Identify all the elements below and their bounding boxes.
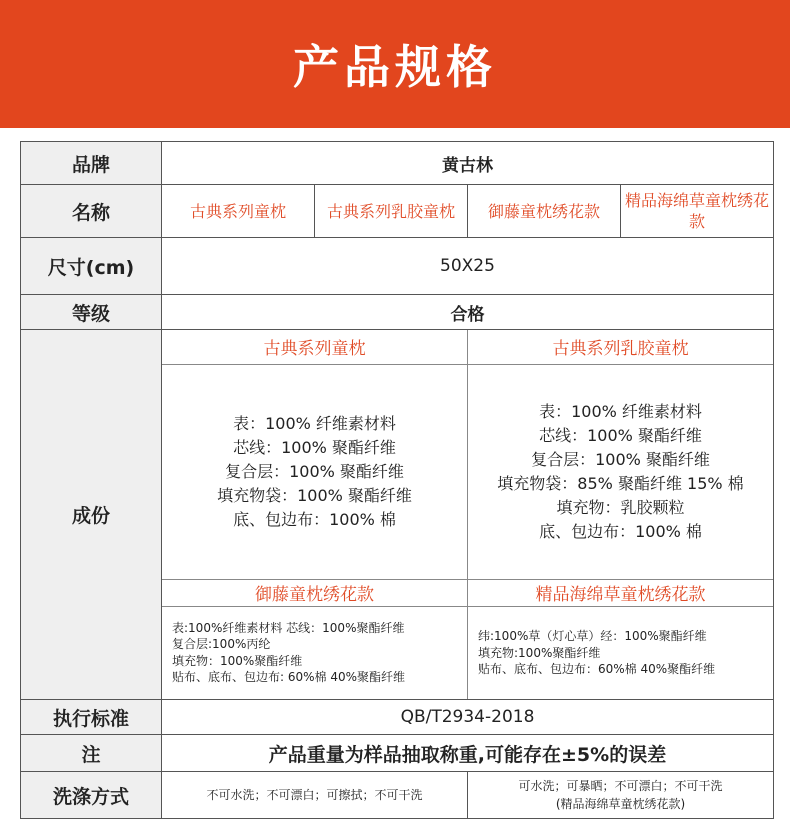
- composition-line: 底、包边布：100% 棉: [539, 521, 702, 541]
- standard-row: [21, 700, 774, 735]
- composition-line: 填充物:100%聚酯纤维: [478, 645, 601, 660]
- size-row: [21, 238, 774, 295]
- composition-line: 贴布、底布、包边布：60%棉 40%聚酯纤维: [478, 662, 716, 676]
- washing-left: 不可水洗；不可漂白；可擦拭；不可干洗: [162, 772, 468, 819]
- name-label: 名称: [21, 185, 162, 238]
- size-label: 尺寸(cm): [21, 238, 162, 295]
- composition-line: 纬:100%草（灯心草）经：100%聚酯纤维: [478, 629, 707, 643]
- composition-line: 填充物袋：85% 聚酯纤维 15% 棉: [497, 473, 744, 493]
- composition-label: 成份: [21, 330, 162, 700]
- composition-line: 复合层:100%丙纶: [172, 637, 271, 652]
- composition-title-1: 古典系列童枕: [162, 330, 468, 364]
- name-value-3: 御藤童枕绣花款: [468, 185, 621, 238]
- composition-title-2: 古典系列乳胶童枕: [468, 330, 774, 364]
- composition-cell: [162, 330, 774, 700]
- grade-value: 合格: [162, 295, 774, 330]
- brand-label: 品牌: [21, 142, 162, 185]
- composition-line: 填充物：乳胶颗粒: [556, 497, 685, 517]
- composition-title-4: 精品海绵草童枕绣花款: [468, 579, 774, 606]
- name-value-1: 古典系列童枕: [162, 185, 315, 238]
- name-value-4: 精品海绵草童枕绣花款: [621, 185, 774, 238]
- washing-right: [468, 772, 774, 819]
- composition-line: 芯线：100% 聚酯纤维: [233, 437, 396, 457]
- washing-label: 洗涤方式: [21, 772, 162, 819]
- page-title: 产品规格: [0, 0, 790, 128]
- composition-line: 填充物：100%聚酯纤维: [172, 653, 303, 668]
- spec-table: [20, 141, 774, 819]
- composition-body-1: [162, 364, 468, 579]
- composition-row: [21, 330, 774, 700]
- standard-value: QB/T2934-2018: [162, 700, 774, 735]
- composition-line: 表:100%纤维素材料 芯线：100%聚酯纤维: [172, 620, 405, 635]
- name-row: [21, 185, 774, 238]
- composition-grid: [162, 330, 773, 699]
- composition-body-3: [162, 606, 468, 699]
- composition-body-4: [468, 606, 774, 699]
- composition-line: 底、包边布：100% 棉: [233, 509, 396, 529]
- washing-right-line: 可水洗；可暴晒；不可漂白；不可干洗: [518, 779, 723, 793]
- composition-line: 复合层：100% 聚酯纤维: [531, 449, 710, 469]
- composition-body-2: [468, 364, 774, 579]
- washing-row: [21, 772, 774, 819]
- name-value-2: 古典系列乳胶童枕: [315, 185, 468, 238]
- grade-label: 等级: [21, 295, 162, 330]
- brand-value: 黄古林: [162, 142, 774, 185]
- composition-line: 填充物袋：100% 聚酯纤维: [217, 485, 412, 505]
- composition-line: 表：100% 纤维素材料: [233, 413, 396, 433]
- note-value: 产品重量为样品抽取称重,可能存在±5%的误差: [162, 735, 774, 772]
- size-value: 50X25: [162, 238, 774, 295]
- note-label: 注: [21, 735, 162, 772]
- composition-line: 表：100% 纤维素材料: [539, 401, 702, 421]
- composition-line: 贴布、底布、包边布: 60%棉 40%聚酯纤维: [172, 670, 406, 685]
- standard-label: 执行标准: [21, 700, 162, 735]
- washing-right-line: (精品海绵草童枕绣花款): [555, 797, 686, 811]
- composition-line: 芯线：100% 聚酯纤维: [539, 425, 702, 445]
- composition-title-3: 御藤童枕绣花款: [162, 579, 468, 606]
- note-row: [21, 735, 774, 772]
- composition-line: 复合层：100% 聚酯纤维: [225, 461, 404, 481]
- brand-row: [21, 142, 774, 185]
- grade-row: [21, 295, 774, 330]
